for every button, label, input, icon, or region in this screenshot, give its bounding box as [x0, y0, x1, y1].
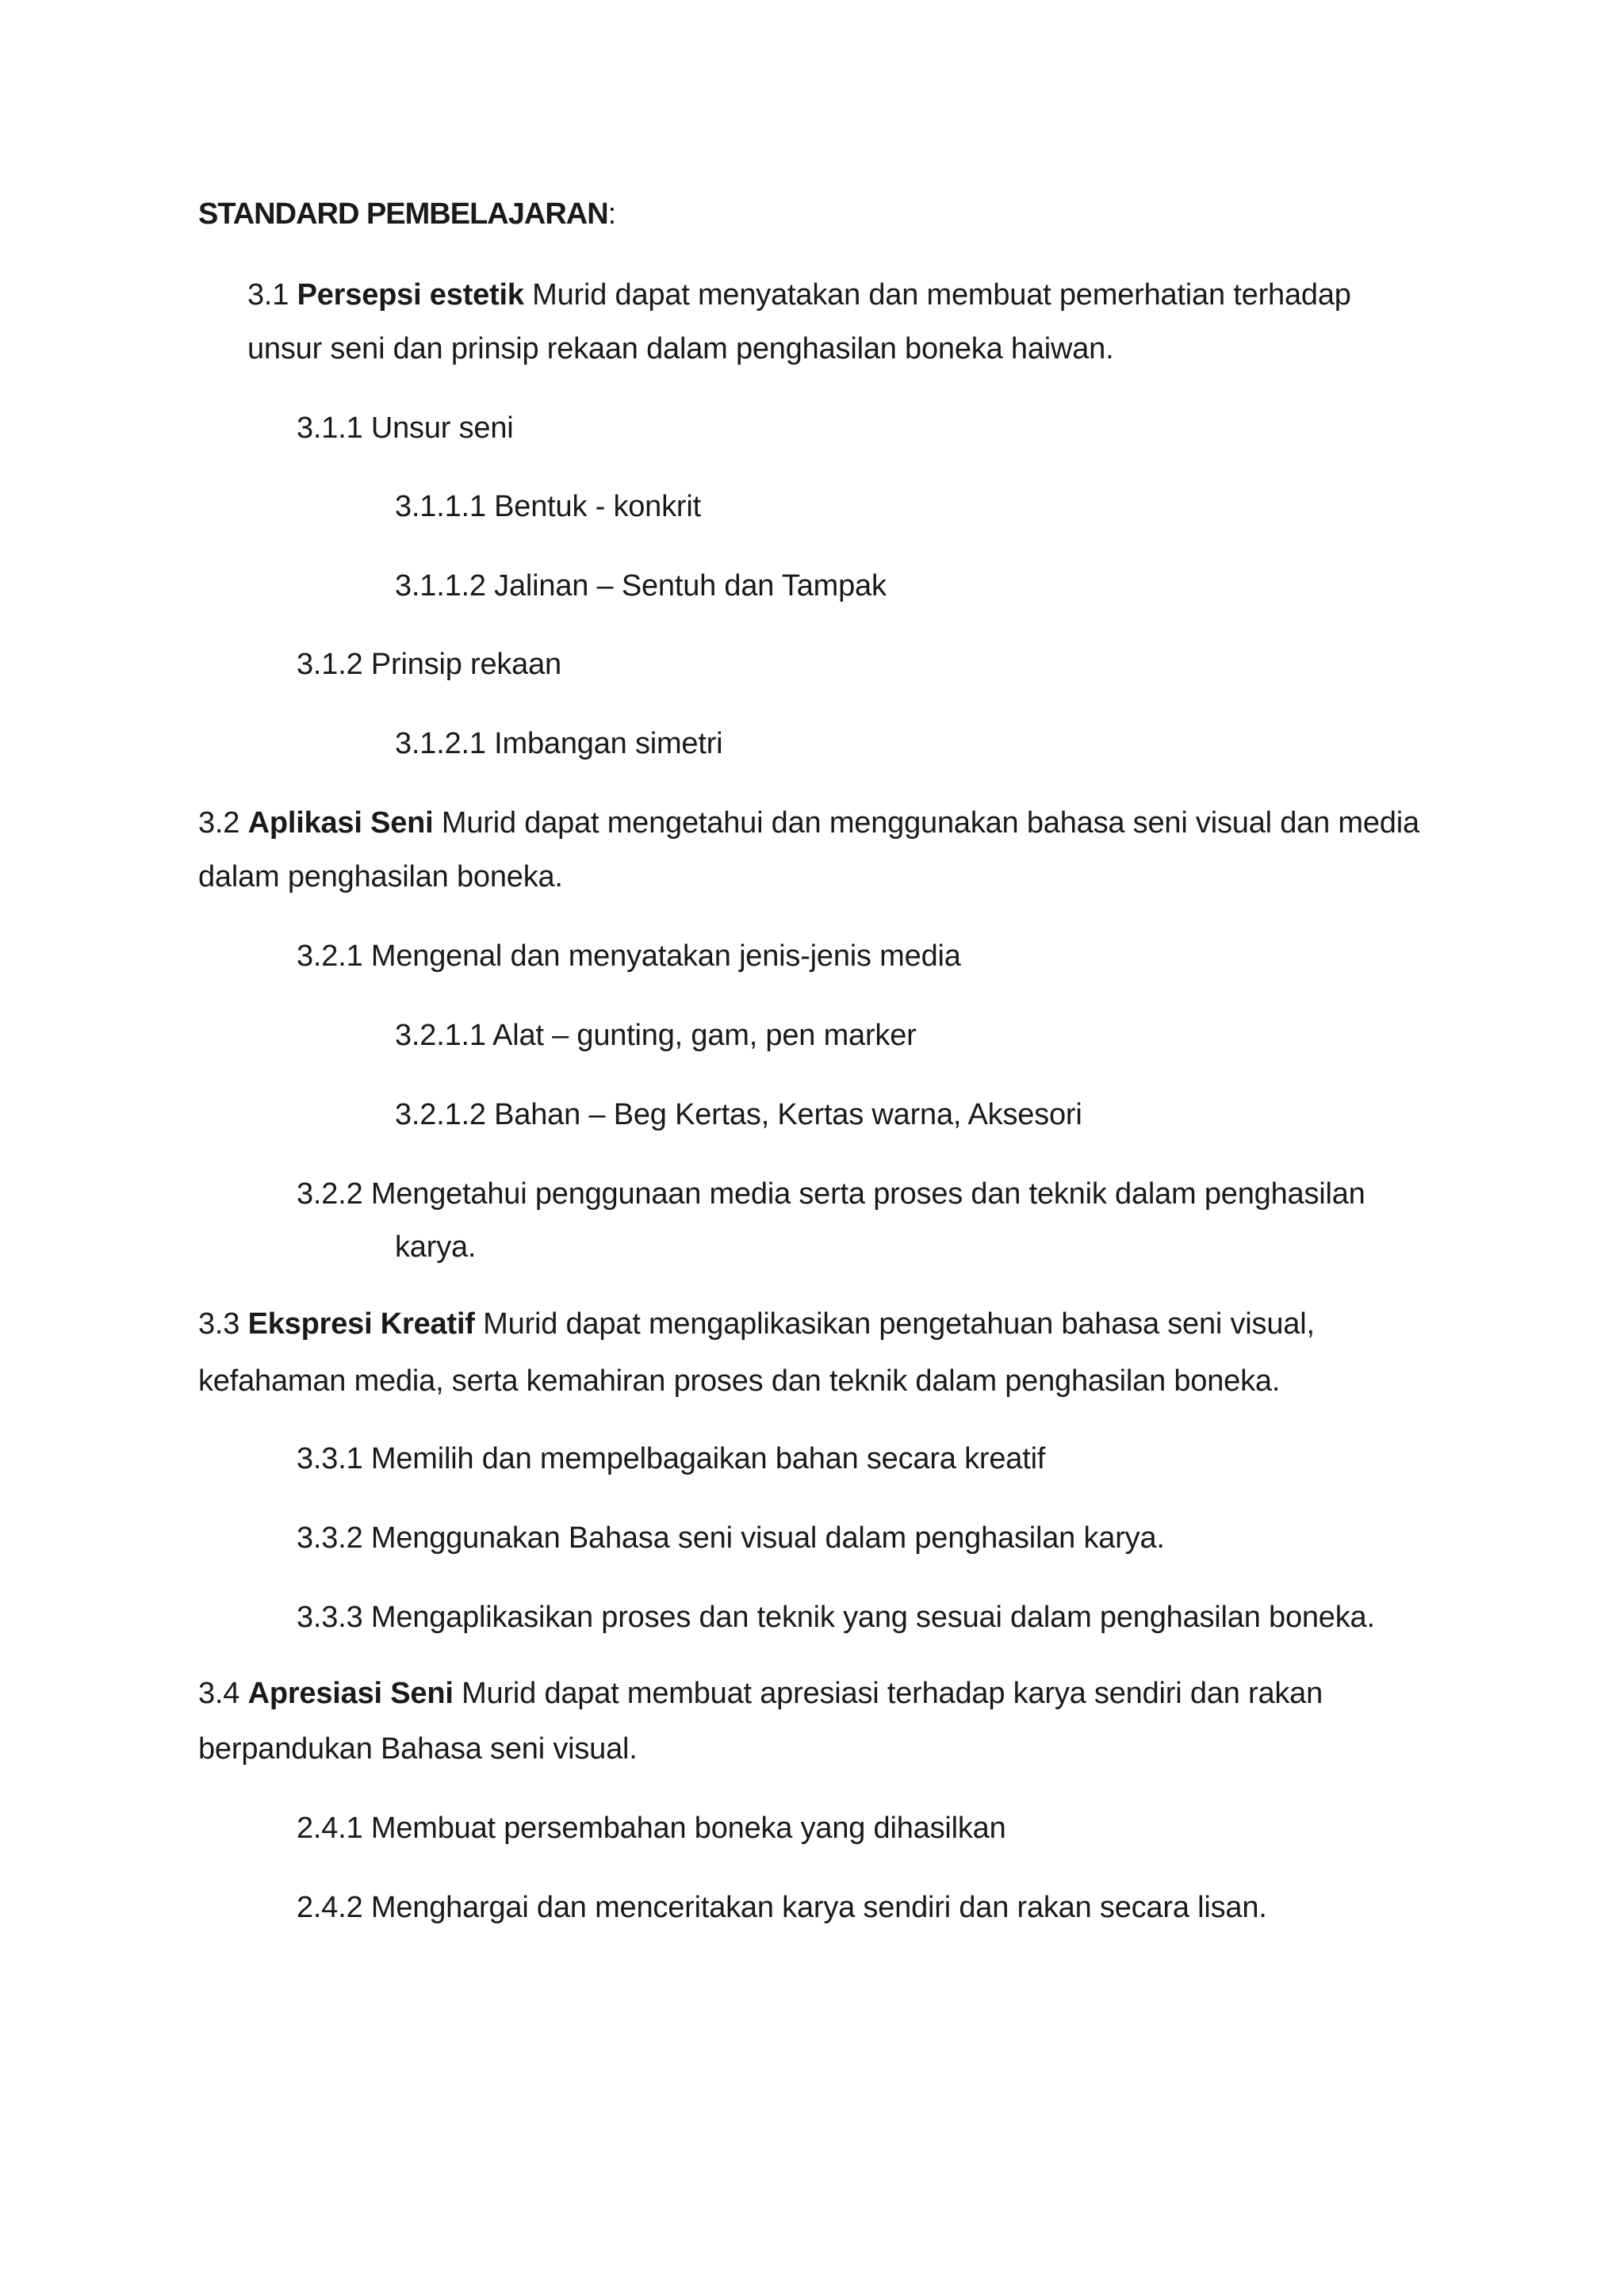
section-term: Aplikasi Seni	[247, 806, 434, 840]
section-term: Apresiasi Seni	[247, 1677, 454, 1710]
section-3-3-line-2: kefahaman media, serta kemahiran proses dan teknik dalam penghasilan boneka.	[198, 1364, 1281, 1398]
item-3-2-1: 3.2.1 Mengenal dan menyatakan jenis-jenis media	[297, 939, 961, 973]
item-3-3-2: 3.3.2 Menggunakan Bahasa seni visual dalam penghasilan karya.	[297, 1521, 1165, 1555]
item-3-1-2: 3.1.2 Prinsip rekaan	[297, 648, 561, 681]
section-3-1-line-1	[247, 266, 1351, 323]
section-number: 3.1	[247, 278, 289, 312]
item-3-2-1-1: 3.2.1.1 Alat – gunting, gam, pen marker	[395, 1019, 917, 1052]
item-3-1-1-1: 3.1.1.1 Bentuk - konkrit	[395, 490, 701, 523]
item-3-3-3: 3.3.3 Mengaplikasikan proses dan teknik yang sesuai dalam penghasilan boneka.	[297, 1601, 1375, 1634]
item-3-1-2-1: 3.1.2.1 Imbangan simetri	[395, 727, 723, 760]
section-term: Persepsi estetik	[297, 278, 524, 312]
item-3-1-1: 3.1.1 Unsur seni	[297, 411, 514, 445]
section-3-3-line-1	[198, 1295, 1315, 1353]
item-3-2-2-line-1: 3.2.2 Mengetahui penggunaan media serta proses dan teknik dalam penghasilan	[297, 1177, 1365, 1211]
section-3-2-line-2: dalam penghasilan boneka.	[198, 860, 563, 894]
item-3-1-1-2: 3.1.1.2 Jalinan – Sentuh dan Tampak	[395, 569, 887, 603]
section-description: Murid dapat membuat apresiasi terhadap karya sendiri dan rakan	[462, 1677, 1323, 1710]
section-description: Murid dapat mengaplikasikan pengetahuan bahasa seni visual,	[483, 1307, 1315, 1341]
section-3-4-line-1	[198, 1665, 1323, 1722]
section-number: 3.2	[198, 806, 240, 840]
section-3-1-line-2: unsur seni dan prinsip rekaan dalam penghasilan boneka haiwan.	[247, 332, 1114, 365]
section-number: 3.3	[198, 1307, 240, 1341]
item-3-2-1-2: 3.2.1.2 Bahan – Beg Kertas, Kertas warna, Aksesori	[395, 1098, 1082, 1131]
title-text: STANDARD PEMBELAJARAN	[198, 197, 608, 231]
item-3-3-1: 3.3.1 Memilih dan mempelbagaikan bahan secara kreatif	[297, 1442, 1046, 1475]
page-title	[198, 186, 616, 243]
item-3-2-2-line-2: karya.	[395, 1230, 477, 1264]
item-2-4-2: 2.4.2 Menghargai dan menceritakan karya sendiri dan rakan secara lisan.	[297, 1891, 1267, 1924]
title-colon: :	[607, 197, 616, 231]
section-description: Murid dapat mengetahui dan menggunakan bahasa seni visual dan media	[441, 806, 1419, 840]
section-number: 3.4	[198, 1677, 240, 1710]
item-2-4-1: 2.4.1 Membuat persembahan boneka yang dihasilkan	[297, 1812, 1006, 1845]
section-description: Murid dapat menyatakan dan membuat pemerhatian terhadap	[532, 278, 1351, 312]
section-3-2-line-1	[198, 794, 1419, 851]
section-term: Ekspresi Kreatif	[247, 1307, 475, 1341]
section-3-4-line-2: berpandukan Bahasa seni visual.	[198, 1732, 638, 1766]
